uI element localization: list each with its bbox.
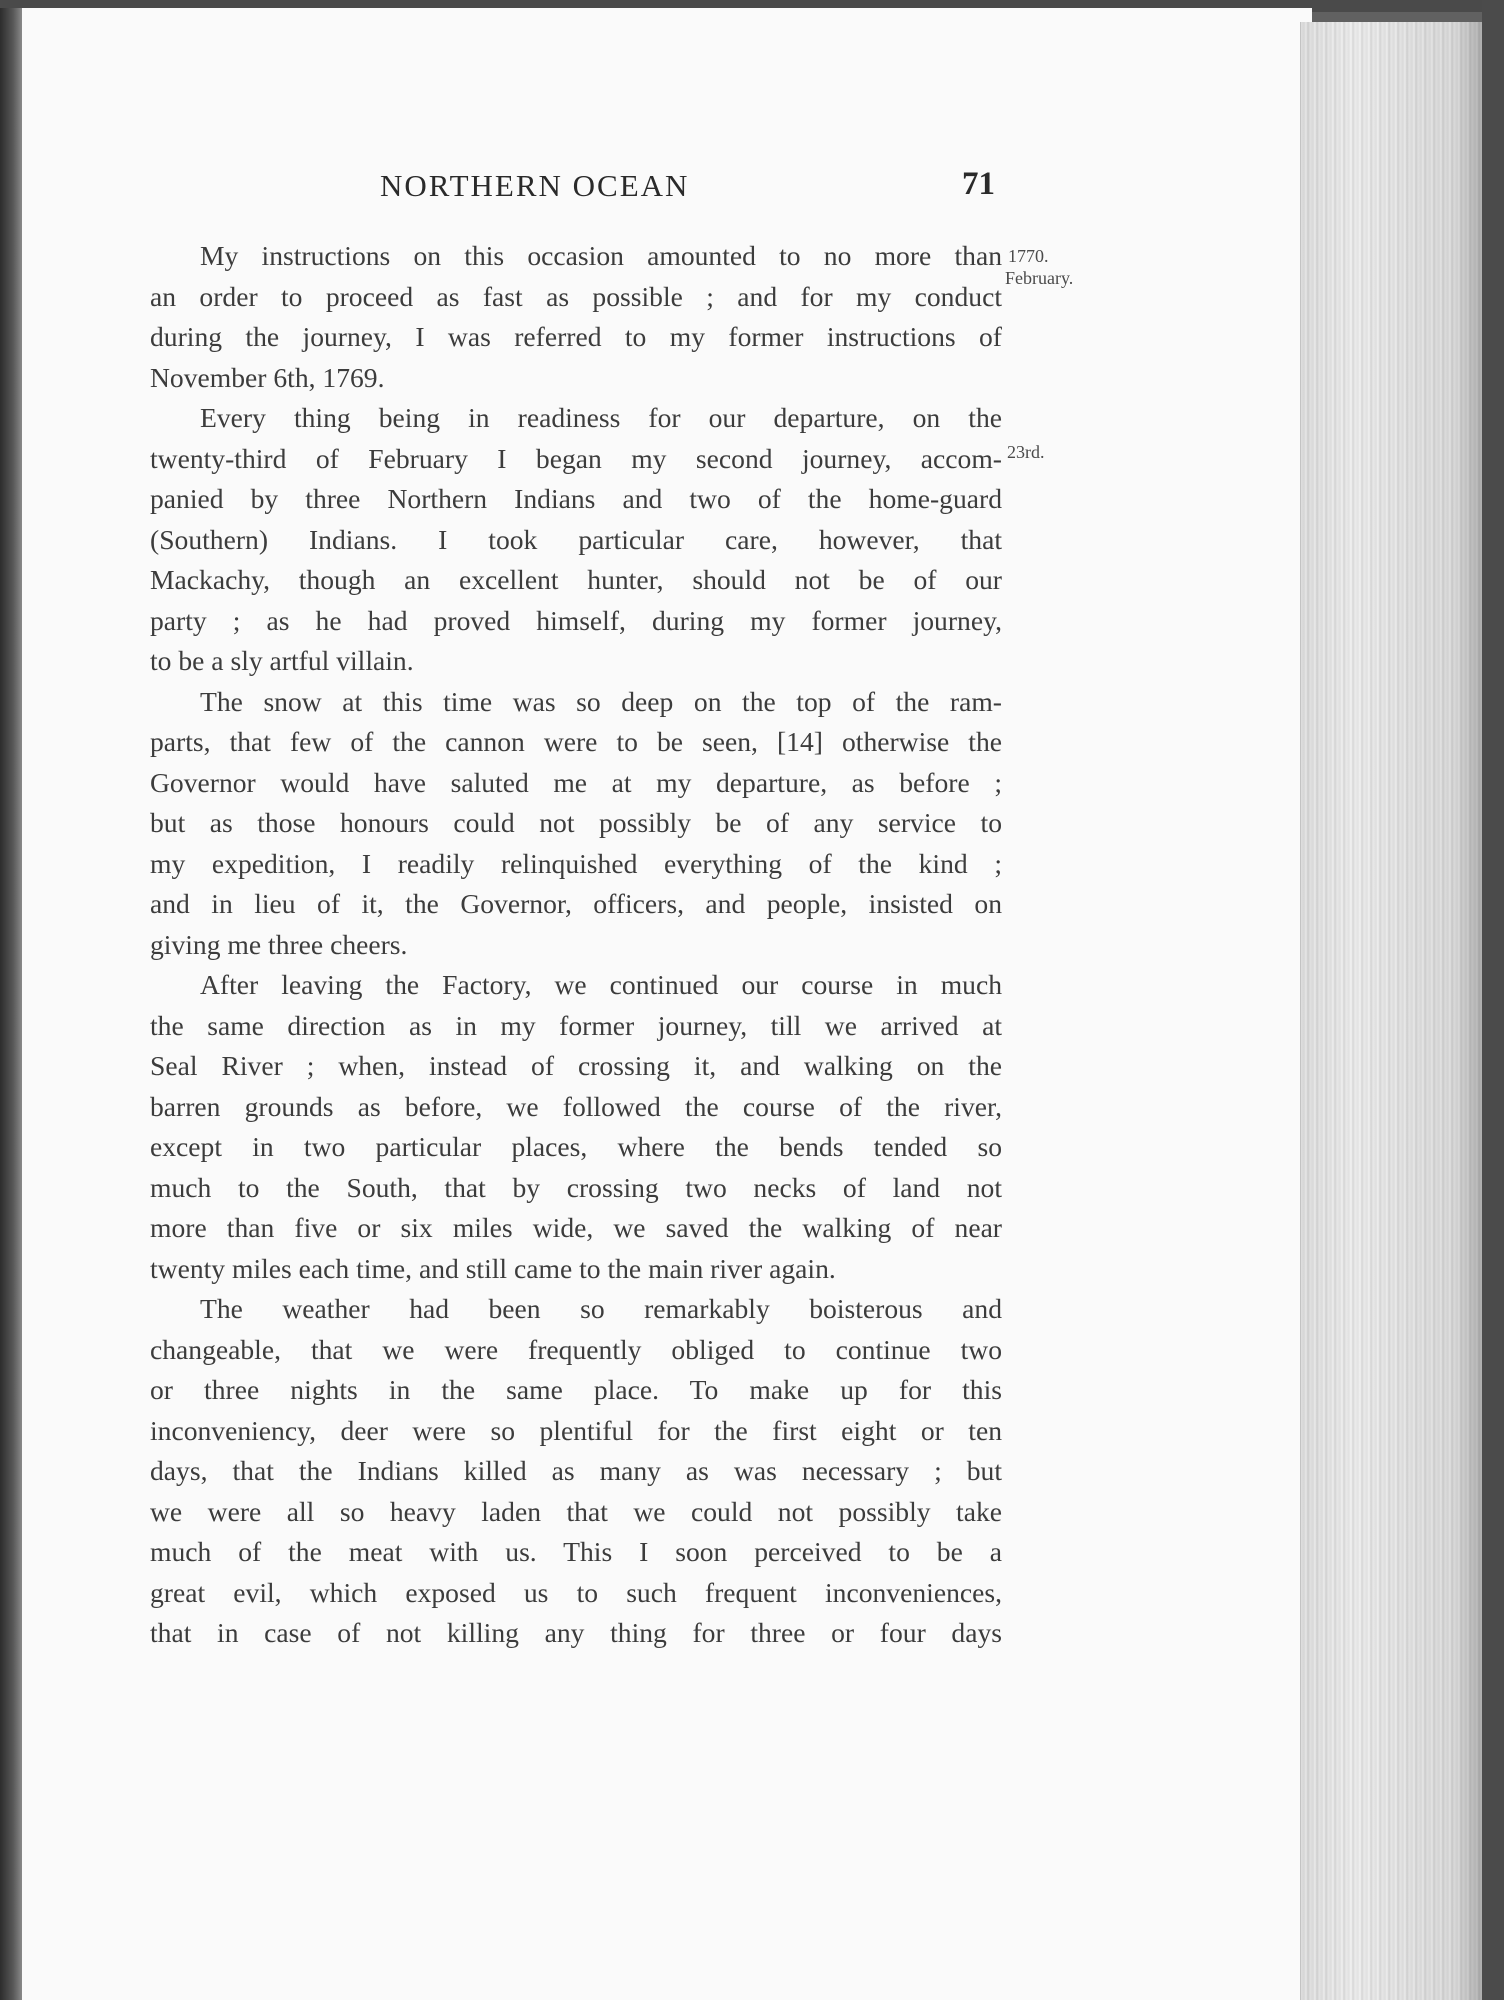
text-line: The weather had been so remarkably boisterous and <box>200 1293 1002 1324</box>
text-line: changeable, that we were frequently obliged to continue two <box>150 1333 1002 1365</box>
text-line: to be a sly artful villain. <box>150 645 414 676</box>
text-line: we were all so heavy laden that we could not possibly take <box>150 1495 1002 1527</box>
running-head-title: NORTHERN OCEAN <box>380 168 690 203</box>
text-line: great evil, which exposed us to such frequent inconveniences, <box>150 1576 1002 1608</box>
text-line: except in two particular places, where the bends tended so <box>150 1131 1002 1162</box>
marginal-note-year: 1770. <box>1008 246 1049 266</box>
text-line: Mackachy, though an excellent hunter, should not be of our <box>150 564 1002 595</box>
text-line: more than five or six miles wide, we saved the walking of near <box>150 1212 1002 1243</box>
paragraph <box>150 1289 1002 1654</box>
scan-right-edge <box>1482 0 1504 2000</box>
text-line: much of the meat with us. This I soon perceived to be a <box>150 1536 1002 1567</box>
text-line: that in case of not killing any thing for three or four days <box>150 1617 1002 1648</box>
text-line: party ; as he had proved himself, during my former journey, <box>150 604 1002 636</box>
text-line: Every thing being in readiness for our departure, on the <box>200 402 1002 433</box>
text-line: panied by three Northern Indians and two of the home-guard <box>150 483 1002 514</box>
paragraph <box>150 965 1002 1289</box>
page-number: 71 <box>962 166 995 202</box>
text-line: giving me three cheers. <box>150 928 408 960</box>
paragraph <box>150 682 1002 966</box>
book-gutter <box>0 8 22 2000</box>
text-line: (Southern) Indians. I took particular care, however, that <box>150 523 1002 555</box>
text-line: twenty-third of February I began my second journey, accom- <box>150 442 1002 474</box>
text-line: barren grounds as before, we followed the course of the river, <box>150 1090 1002 1122</box>
body-text <box>150 236 1002 1654</box>
page-stack-shadow <box>1300 22 1482 2000</box>
text-line: Seal River ; when, instead of crossing it, and walking on the <box>150 1050 1002 1081</box>
text-line: After leaving the Factory, we continued our course in much <box>200 969 1002 1000</box>
text-line: but as those honours could not possibly be of any service to <box>150 807 1002 838</box>
text-line: during the journey, I was referred to my former instructions of <box>150 321 1002 352</box>
text-line: much to the South, that by crossing two necks of land not <box>150 1171 1002 1203</box>
text-line: and in lieu of it, the Governor, officers, and people, insisted on <box>150 888 1002 919</box>
paragraph <box>150 398 1002 682</box>
text-line: or three nights in the same place. To make up for this <box>150 1374 1002 1405</box>
text-line: parts, that few of the cannon were to be seen, [14] otherwise the <box>150 726 1002 757</box>
text-line: twenty miles each time, and still came to the main river again. <box>150 1252 836 1284</box>
marginal-note-day: 23rd. <box>1007 442 1045 462</box>
text-line: The snow at this time was so deep on the top of the ram- <box>200 685 1002 717</box>
text-line: my expedition, I readily relinquished everything of the kind ; <box>150 847 1002 879</box>
text-line: Governor would have saluted me at my departure, as before ; <box>150 766 1002 798</box>
text-line: My instructions on this occasion amounted to no more than <box>200 240 1002 271</box>
text-line: the same direction as in my former journey, till we arrived at <box>150 1009 1002 1041</box>
paragraph <box>150 236 1002 398</box>
text-line: inconveniency, deer were so plentiful for the first eight or ten <box>150 1414 1002 1446</box>
text-line: days, that the Indians killed as many as was necessary ; but <box>150 1455 1002 1486</box>
marginal-note-month: February. <box>1005 268 1074 288</box>
running-head <box>150 168 1000 218</box>
text-line: an order to proceed as fast as possible ; and for my conduct <box>150 280 1002 312</box>
text-line: November 6th, 1769. <box>150 361 385 393</box>
